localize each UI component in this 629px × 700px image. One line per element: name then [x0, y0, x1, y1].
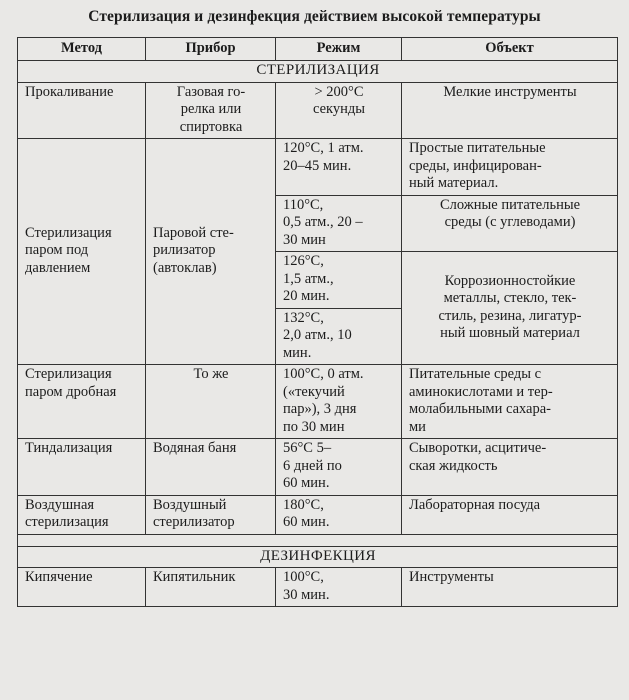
cell-mode: 126°C, 1,5 атм., 20 мин.: [276, 252, 402, 309]
section-row-sterilization: [18, 61, 618, 83]
column-header-device: Прибор: [146, 38, 276, 61]
cell-device: Паровой сте- рилизатор (автоклав): [146, 139, 276, 365]
cell-method: Тиндализация: [18, 439, 146, 496]
column-header-mode: Режим: [276, 38, 402, 61]
cell-object: Лабораторная посуда: [402, 495, 618, 534]
cell-method: Прокаливание: [18, 82, 146, 139]
cell-mode: 132°C, 2,0 атм., 10 мин.: [276, 308, 402, 365]
cell-method: Стерилизация паром дробная: [18, 365, 146, 439]
cell-mode: 120°C, 1 атм. 20–45 мин.: [276, 139, 402, 196]
cell-object: Простые питательные среды, инфицирован- ный материал.: [402, 139, 618, 196]
cell-device: Воздушный стерилизатор: [146, 495, 276, 534]
cell-method: Кипячение: [18, 568, 146, 607]
cell-mode: > 200°C секунды: [276, 82, 402, 139]
cell-device: Газовая го- релка или спиртовка: [146, 82, 276, 139]
table-row-tyndallization: [18, 439, 618, 496]
table-row-fractional: [18, 365, 618, 439]
cell-device: Кипятильник: [146, 568, 276, 607]
table-row-boiling: [18, 568, 618, 607]
cell-mode: 180°C, 60 мин.: [276, 495, 402, 534]
table-row-dry-air: [18, 495, 618, 534]
cell-object: Инструменты: [402, 568, 618, 607]
table-row-autoclave-120: [18, 139, 618, 196]
cell-object: Питательные среды с аминокислотами и тер- молабильными сахара- ми: [402, 365, 618, 439]
cell-mode: 100°C, 30 мин.: [276, 568, 402, 607]
column-header-object: Объект: [402, 38, 618, 61]
cell-device: То же: [146, 365, 276, 439]
cell-device: Водяная баня: [146, 439, 276, 496]
sterilization-table: [17, 37, 618, 607]
cell-mode: 56°C 5– 6 дней по 60 мин.: [276, 439, 402, 496]
cell-mode: 110°C, 0,5 атм., 20 – 30 мин: [276, 195, 402, 252]
section-heading-disinfection: ДЕЗИНФЕКЦИЯ: [18, 546, 618, 568]
page-title: Стерилизация и дезинфекция действием высокой температуры: [88, 8, 541, 25]
cell-object: Мелкие инструменты: [402, 82, 618, 139]
table-header-row: [18, 38, 618, 61]
cell-object: Сыворотки, асцитиче- ская жидкость: [402, 439, 618, 496]
spacer-row: [18, 534, 618, 546]
spacer-cell: [18, 534, 618, 546]
column-header-method: Метод: [18, 38, 146, 61]
table-row-calcination: [18, 82, 618, 139]
cell-method: Воздушная стерилизация: [18, 495, 146, 534]
cell-method: Стерилизация паром под давлением: [18, 139, 146, 365]
cell-mode: 100°C, 0 атм. («текучий пар»), 3 дня по 30 мин: [276, 365, 402, 439]
cell-object: Коррозионностойкие металлы, стекло, тек- стиль, резина, лигатур- ный шовный материал: [402, 252, 618, 365]
section-row-disinfection: [18, 546, 618, 568]
section-heading-sterilization: СТЕРИЛИЗАЦИЯ: [18, 61, 618, 83]
cell-object: Сложные питательные среды (с углеводами): [402, 195, 618, 252]
